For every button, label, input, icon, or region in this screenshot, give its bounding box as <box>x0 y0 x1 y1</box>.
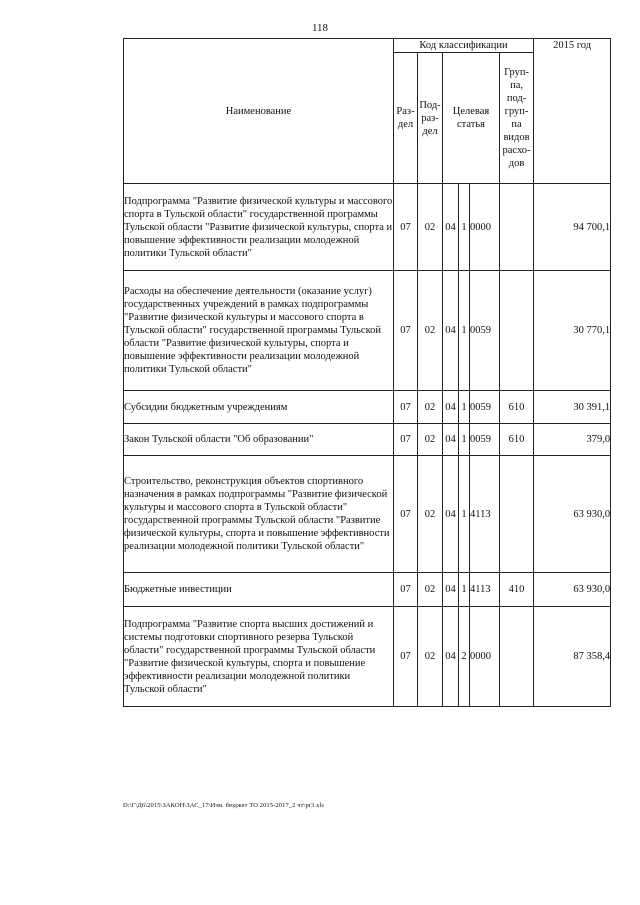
row-target-1: 04 <box>443 391 459 424</box>
table-header <box>124 39 611 184</box>
row-amount: 379,0 <box>534 424 611 456</box>
row-name: Закон Тульской области "Об образовании" <box>124 424 394 456</box>
row-target-1: 04 <box>443 271 459 391</box>
header-name: Наименование <box>124 39 394 184</box>
row-target-3: 0059 <box>470 424 500 456</box>
row-target-3: 4113 <box>470 573 500 607</box>
row-section: 07 <box>394 573 418 607</box>
row-target-2: 1 <box>459 573 470 607</box>
row-section: 07 <box>394 184 418 271</box>
row-target-1: 04 <box>443 456 459 573</box>
header-subsection: Под- раз- дел <box>418 53 443 184</box>
row-group: 610 <box>500 391 534 424</box>
row-amount: 63 930,0 <box>534 456 611 573</box>
table-row <box>124 573 611 607</box>
row-group <box>500 184 534 271</box>
row-subsection: 02 <box>418 573 443 607</box>
row-section: 07 <box>394 424 418 456</box>
row-target-2: 1 <box>459 271 470 391</box>
row-name: Субсидии бюджетным учреждениям <box>124 391 394 424</box>
row-target-3: 0000 <box>470 184 500 271</box>
row-section: 07 <box>394 391 418 424</box>
row-target-1: 04 <box>443 424 459 456</box>
header-classification: Код классификации <box>394 39 534 53</box>
row-subsection: 02 <box>418 424 443 456</box>
row-group: 610 <box>500 424 534 456</box>
row-target-1: 04 <box>443 184 459 271</box>
row-target-3: 0059 <box>470 271 500 391</box>
row-target-1: 04 <box>443 607 459 707</box>
row-section: 07 <box>394 607 418 707</box>
header-target: Целевая статья <box>443 53 500 184</box>
row-target-2: 1 <box>459 391 470 424</box>
table-row <box>124 271 611 391</box>
row-target-2: 2 <box>459 607 470 707</box>
row-amount: 30 391,1 <box>534 391 611 424</box>
file-path-footer: D:\Г\Д6\2015\ЗАКОН\ЗАС_17\Изм. бюджет ТО 2015-2017_2 чт\pr3.xls <box>123 802 325 809</box>
table-row <box>124 184 611 271</box>
row-target-2: 1 <box>459 456 470 573</box>
row-target-2: 1 <box>459 424 470 456</box>
table-row <box>124 607 611 707</box>
row-group <box>500 456 534 573</box>
table-row <box>124 391 611 424</box>
row-target-3: 4113 <box>470 456 500 573</box>
row-subsection: 02 <box>418 271 443 391</box>
header-group: Груп- па, под- груп- па видов расхо- дов <box>500 53 534 184</box>
row-name: Строительство, реконструкция объектов спортивного назначения в рамках подпрограммы "Развитие физической культуры и массового спорта в Тульской области" государственной программы Тульской области "Развитие физической культуры, спорта и повышение эффективности реализации молодежной политики Тульской области" <box>124 456 394 573</box>
budget-table <box>123 38 611 707</box>
row-target-2: 1 <box>459 184 470 271</box>
row-name: Подпрограмма "Развитие спорта высших достижений и системы подготовки спортивного резерва Тульской области" государственной программы Тульской области "Развитие физической культуры, спорта и повышение эффективности реализации молодежной политики Тульской области" <box>124 607 394 707</box>
row-group <box>500 271 534 391</box>
header-year: 2015 год <box>534 39 611 184</box>
row-group <box>500 607 534 707</box>
row-section: 07 <box>394 456 418 573</box>
row-group: 410 <box>500 573 534 607</box>
row-target-1: 04 <box>443 573 459 607</box>
row-section: 07 <box>394 271 418 391</box>
row-amount: 30 770,1 <box>534 271 611 391</box>
row-name: Бюджетные инвестиции <box>124 573 394 607</box>
header-section: Раз- дел <box>394 53 418 184</box>
row-amount: 87 358,4 <box>534 607 611 707</box>
row-name: Расходы на обеспечение деятельности (оказание услуг) государственных учреждений в рамках подпрограммы "Развитие физической культуры и массового спорта в Тульской области" государственной программы Тульской области "Развитие физической культуры, спорта и повышение эффективности реализации молодежной политики Тульской области" <box>124 271 394 391</box>
row-target-3: 0059 <box>470 391 500 424</box>
row-subsection: 02 <box>418 184 443 271</box>
page-number: 118 <box>311 22 329 34</box>
row-subsection: 02 <box>418 456 443 573</box>
row-name: Подпрограмма "Развитие физической культуры и массового спорта в Тульской области" государственной программы Тульской области "Развитие физической культуры, спорта и повышение эффективности реализации молодежной политики Тульской области" <box>124 184 394 271</box>
table-row <box>124 456 611 573</box>
table-body <box>124 184 611 707</box>
row-target-3: 0000 <box>470 607 500 707</box>
row-amount: 63 930,0 <box>534 573 611 607</box>
row-subsection: 02 <box>418 607 443 707</box>
row-subsection: 02 <box>418 391 443 424</box>
table-row <box>124 424 611 456</box>
row-amount: 94 700,1 <box>534 184 611 271</box>
